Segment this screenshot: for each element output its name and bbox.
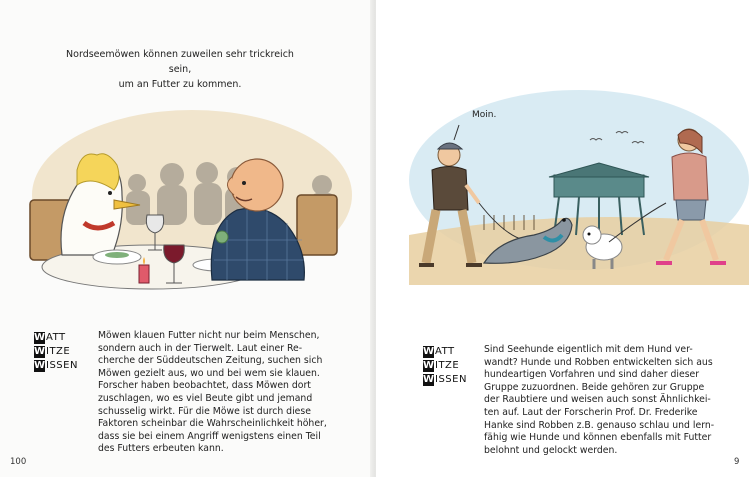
left-page bbox=[0, 0, 374, 477]
speech-bubble-text: Moin. bbox=[472, 110, 497, 120]
body-text-right: Sind Seehunde eigentlich mit dem Hund ver- wandt? Hunde und Robben entwickelten sich aus hundeartigen Vorfahren und sind daher dieser Gruppe zuzuordnen. Beide gehören zur Gruppe der Raubtiere und weisen auch sonst Ähnlichkei- ten auf. Laut der Forscherin Prof. Dr. Frederike Hanke sind Robben z.B. genauso schlau und lern- fähig wie Hunde und können ebenfalls mit Futter belohnt und gelockt werden. bbox=[484, 344, 715, 456]
illustration-caption: Nordseemöwen können zuweilen sehr trickreich sein, um an Futter zu kommen. bbox=[66, 49, 294, 90]
watt-witze-wissen-logo: W ATT W ITZE W ISSEN bbox=[33, 332, 78, 371]
page-number-left: 100 bbox=[10, 457, 27, 467]
right-page bbox=[376, 0, 750, 477]
body-text-left: Möwen klauen Futter nicht nur beim Menschen, sondern auch in der Tierwelt. Laut einer Re- cherche der Süddeutschen Zeitung, suchen sich Möwen gezielt aus, wo und bei wem sie klauen. Forscher haben beobachtet, dass Möwen dort zuschlagen, wo es viel Beute gibt und jemand schusselig wirkt. Für die Möwe ist durch diese Faktoren scheinbar die Wahrscheinlichkeit höher, dass sie bei einem Angriff wenigstens einen Teil des Futters erbeuten kann. bbox=[98, 330, 327, 455]
page-number-right: 9 bbox=[734, 457, 740, 467]
beach-illustration bbox=[404, 85, 749, 285]
watt-witze-wissen-logo: W ATT W ITZE W ISSEN bbox=[422, 346, 467, 385]
restaurant-illustration bbox=[22, 105, 352, 305]
